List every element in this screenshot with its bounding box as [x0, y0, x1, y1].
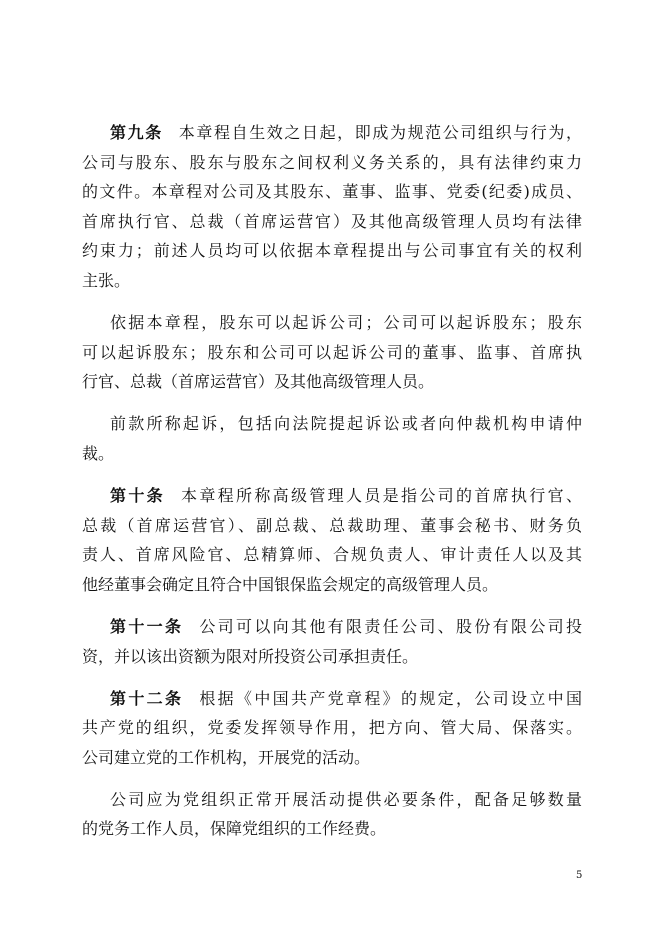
line-text: 约束力；前述人员均可以依据本章程提出与公司事宜有关的权利 — [82, 241, 582, 261]
text-line — [82, 148, 582, 178]
line-text: 行官、总裁（首席运营官）及其他高级管理人员。 — [82, 372, 435, 392]
article-paragraph — [82, 118, 582, 296]
line-text: 公司可以向其他有限责任公司、股份有限公司投 — [199, 616, 582, 636]
article-paragraph — [82, 481, 582, 599]
text-line — [82, 439, 582, 469]
line-text: 公司建立党的工作机构，开展党的活动。 — [82, 747, 371, 767]
text-line — [82, 338, 582, 368]
text-line — [82, 814, 582, 844]
paragraph — [82, 785, 582, 844]
line-text: 责人、首席风险官、总精算师、合规负责人、审计责任人以及其 — [82, 545, 582, 565]
text-line — [82, 612, 582, 642]
text-line — [82, 785, 582, 815]
text-line — [82, 207, 582, 237]
line-text: 可以起诉股东；股东和公司可以起诉公司的董事、监事、首席执 — [82, 342, 582, 362]
text-line — [82, 367, 582, 397]
text-line — [82, 570, 582, 600]
line-text: 前款所称起诉，包括向法院提起诉讼或者向仲裁机构申请仲 — [110, 414, 582, 434]
text-line — [82, 266, 582, 296]
document-body — [82, 118, 582, 844]
text-line — [82, 177, 582, 207]
text-line — [82, 540, 582, 570]
text-line — [82, 236, 582, 266]
text-line — [82, 642, 582, 672]
line-text: 的党务工作人员，保障党组织的工作经费。 — [82, 819, 387, 839]
line-text: 本章程自生效之日起，即成为规范公司组织与行为， — [178, 123, 582, 142]
article-label: 第十二条 — [110, 688, 184, 708]
line-text: 资，并以该出资额为限对所投资公司承担责任。 — [82, 646, 419, 666]
text-line — [82, 511, 582, 541]
line-text: 共产党的组织，党委发挥领导作用，把方向、管大局、保落实。 — [82, 718, 582, 738]
line-text: 裁。 — [82, 443, 115, 463]
paragraph — [82, 409, 582, 468]
text-line — [82, 118, 582, 148]
line-text: 主张。 — [82, 270, 131, 290]
article-label: 第十条 — [110, 486, 165, 506]
text-line — [82, 409, 582, 439]
article-label: 第九条 — [110, 123, 163, 142]
page-number: 5 — [576, 870, 583, 881]
text-line — [82, 684, 582, 714]
text-line — [82, 481, 582, 511]
text-line — [82, 308, 582, 338]
article-paragraph — [82, 612, 582, 671]
line-text: 首席执行官、总裁（首席运营官）及其他高级管理人员均有法律 — [82, 211, 582, 231]
line-text: 公司与股东、股东与股东之间权利义务关系的，具有法律约束力 — [82, 152, 582, 172]
line-text: 总裁（首席运营官）、副总裁、总裁助理、董事会秘书、财务负 — [82, 515, 582, 535]
line-text: 的文件。本章程对公司及其股东、董事、监事、党委(纪委)成员、 — [82, 182, 582, 202]
line-text: 本章程所称高级管理人员是指公司的首席执行官、 — [181, 486, 582, 506]
line-text: 根据《中国共产党章程》的规定，公司设立中国 — [199, 688, 582, 708]
paragraph — [82, 308, 582, 397]
text-line — [82, 743, 582, 773]
article-label: 第十一条 — [110, 616, 184, 636]
article-paragraph — [82, 684, 582, 773]
text-line — [82, 713, 582, 743]
line-text: 他经董事会确定且符合中国银保监会规定的高级管理人员。 — [82, 574, 499, 594]
line-text: 依据本章程，股东可以起诉公司；公司可以起诉股东；股东 — [110, 313, 582, 333]
line-text: 公司应为党组织正常开展活动提供必要条件，配备足够数量 — [110, 789, 582, 809]
